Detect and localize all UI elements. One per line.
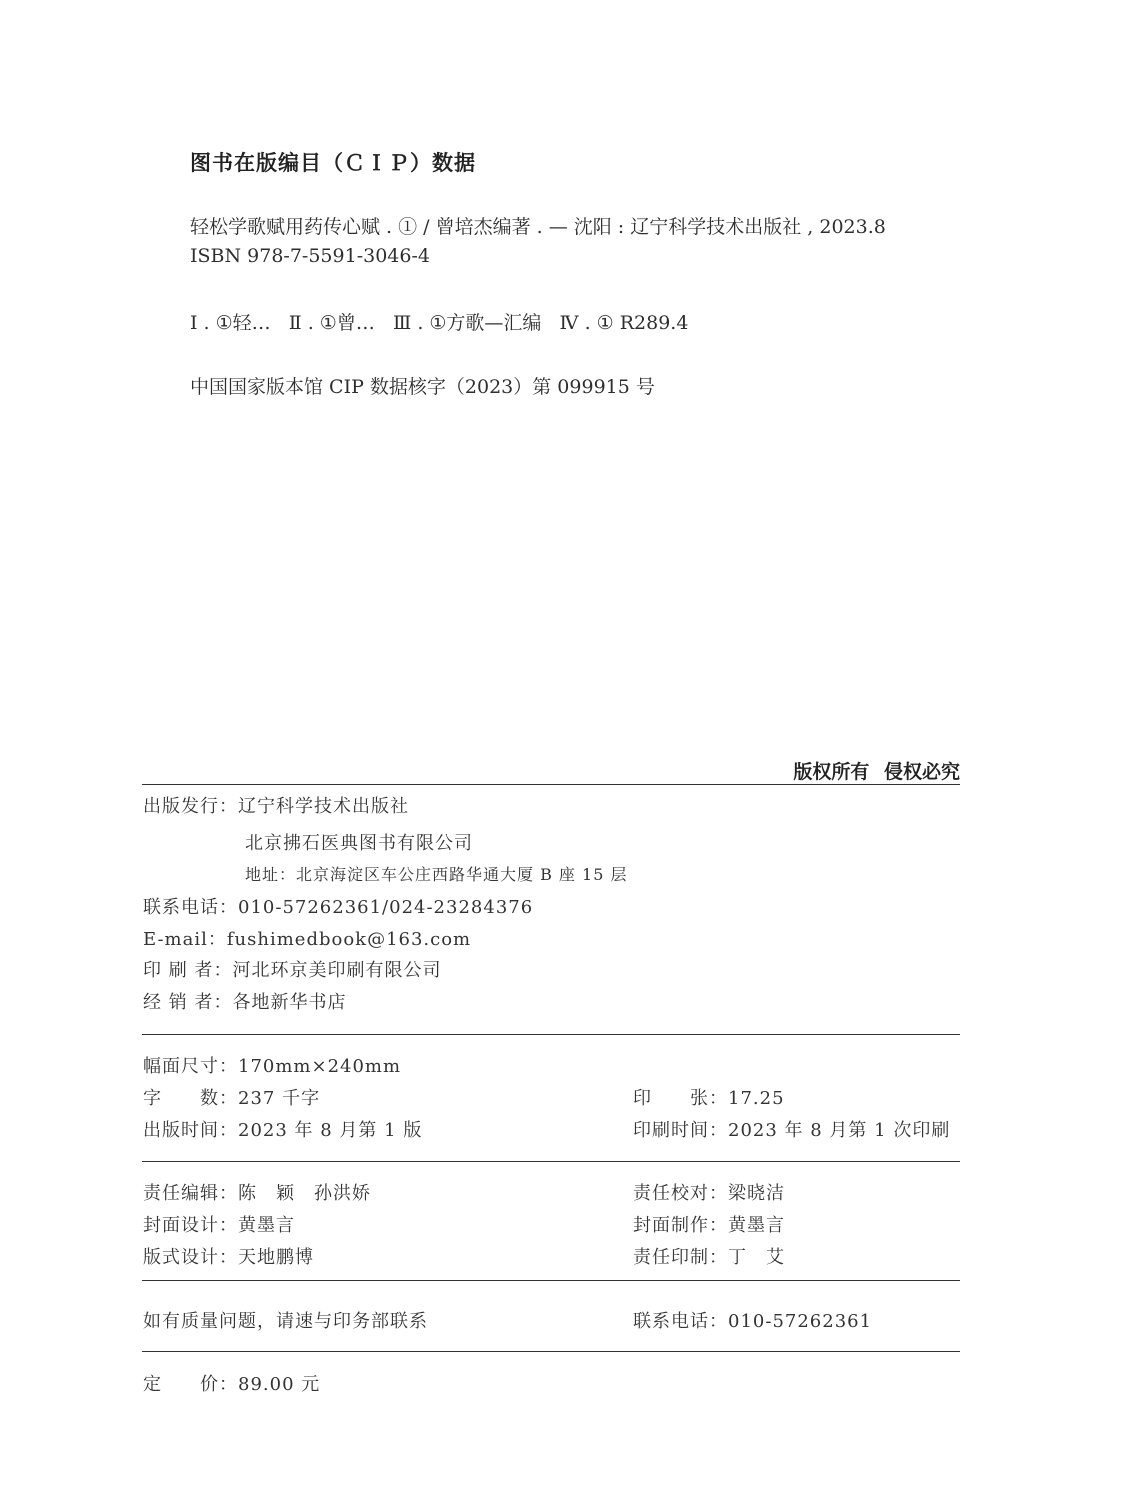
sheets-value: 17.25 bbox=[728, 1088, 785, 1109]
divider-top bbox=[142, 784, 960, 785]
cip-title: 图书在版编目（ＣＩＰ）数据 bbox=[190, 151, 476, 175]
publisher-name: 辽宁科学技术出版社 bbox=[238, 796, 409, 817]
cover-design-value: 黄墨言 bbox=[238, 1215, 295, 1236]
size-row bbox=[143, 1052, 401, 1078]
printer-label: 印 刷 者： bbox=[143, 960, 233, 981]
proof-label: 责任校对： bbox=[633, 1183, 728, 1204]
layout-label: 版式设计： bbox=[143, 1247, 238, 1268]
layout-value: 天地鹏博 bbox=[238, 1247, 314, 1268]
layout-row bbox=[143, 1243, 314, 1269]
words-label: 字 数： bbox=[143, 1088, 238, 1109]
pubtime-label: 出版时间： bbox=[143, 1120, 238, 1141]
email-value: fushimedbook@163.com bbox=[226, 929, 472, 950]
distributor-value: 各地新华书店 bbox=[232, 992, 347, 1013]
publisher-row bbox=[143, 792, 409, 818]
cip-record-number: 中国国家版本馆 CIP 数据核字（2023）第 099915 号 bbox=[190, 376, 655, 398]
price-row bbox=[143, 1370, 320, 1396]
printtime-row bbox=[633, 1116, 950, 1142]
phone-row bbox=[143, 893, 533, 919]
print-resp-label: 责任印制： bbox=[633, 1247, 728, 1268]
sheets-row bbox=[633, 1084, 785, 1110]
printer-row bbox=[143, 956, 441, 982]
phone-label: 联系电话： bbox=[143, 897, 238, 918]
editor-row bbox=[143, 1179, 371, 1205]
divider-staff bbox=[142, 1161, 960, 1162]
distributor-label: 经 销 者： bbox=[143, 992, 233, 1013]
email-row bbox=[143, 925, 471, 951]
quality-contact-value: 010-57262361 bbox=[728, 1311, 873, 1332]
size-value: 170mm×240mm bbox=[238, 1056, 402, 1077]
cover-design-label: 封面设计： bbox=[143, 1215, 238, 1236]
proof-value: 梁晓洁 bbox=[728, 1183, 785, 1204]
sheets-label: 印 张： bbox=[633, 1088, 728, 1109]
printer-value: 河北环京美印刷有限公司 bbox=[232, 960, 442, 981]
divider-specs bbox=[142, 1034, 960, 1035]
cover-make-label: 封面制作： bbox=[633, 1215, 728, 1236]
email-label: E-mail： bbox=[143, 929, 227, 950]
print-resp-value: 丁 艾 bbox=[728, 1247, 785, 1268]
words-row bbox=[143, 1084, 320, 1110]
pubtime-value: 2023 年 8 月第 1 版 bbox=[238, 1120, 423, 1141]
size-label: 幅面尺寸： bbox=[143, 1056, 238, 1077]
price-label: 定 价： bbox=[143, 1374, 238, 1395]
printtime-value: 2023 年 8 月第 1 次印刷 bbox=[728, 1120, 951, 1141]
price-value: 89.00 元 bbox=[238, 1374, 321, 1395]
quality-contact-label: 联系电话： bbox=[633, 1311, 728, 1332]
pubtime-row bbox=[143, 1116, 422, 1142]
proof-row bbox=[633, 1179, 785, 1205]
printtime-label: 印刷时间： bbox=[633, 1120, 728, 1141]
publisher-address: 地址：北京海淀区车公庄西路华通大厦 B 座 15 层 bbox=[245, 865, 628, 884]
divider-price bbox=[142, 1351, 960, 1352]
cover-make-value: 黄墨言 bbox=[728, 1215, 785, 1236]
editor-value: 陈 颖 孙洪娇 bbox=[238, 1183, 371, 1204]
cip-bibliographic-line: 轻松学歌赋用药传心赋 . ① / 曾培杰编著 . — 沈阳 : 辽宁科学技术出版社 , 2023.8 bbox=[190, 216, 886, 238]
print-resp-row bbox=[633, 1243, 785, 1269]
cover-design-row bbox=[143, 1211, 295, 1237]
cip-isbn: ISBN 978-7-5591-3046-4 bbox=[190, 245, 430, 267]
publisher-partner: 北京拂石医典图书有限公司 bbox=[245, 833, 473, 854]
words-value: 237 千字 bbox=[238, 1088, 321, 1109]
copyright-notice: 版权所有 侵权必究 bbox=[793, 761, 960, 783]
phone-value: 010-57262361/024-23284376 bbox=[238, 897, 534, 918]
editor-label: 责任编辑： bbox=[143, 1183, 238, 1204]
distributor-row bbox=[143, 988, 346, 1014]
divider-quality bbox=[142, 1280, 960, 1281]
quality-contact-row bbox=[633, 1307, 872, 1333]
cover-make-row bbox=[633, 1211, 785, 1237]
cip-classification: Ⅰ . ①轻… Ⅱ . ①曾… Ⅲ . ①方歌—汇编 Ⅳ . ① R289.4 bbox=[190, 312, 689, 334]
quality-note: 如有质量问题，请速与印务部联系 bbox=[143, 1311, 428, 1332]
publisher-label: 出版发行： bbox=[143, 796, 238, 817]
